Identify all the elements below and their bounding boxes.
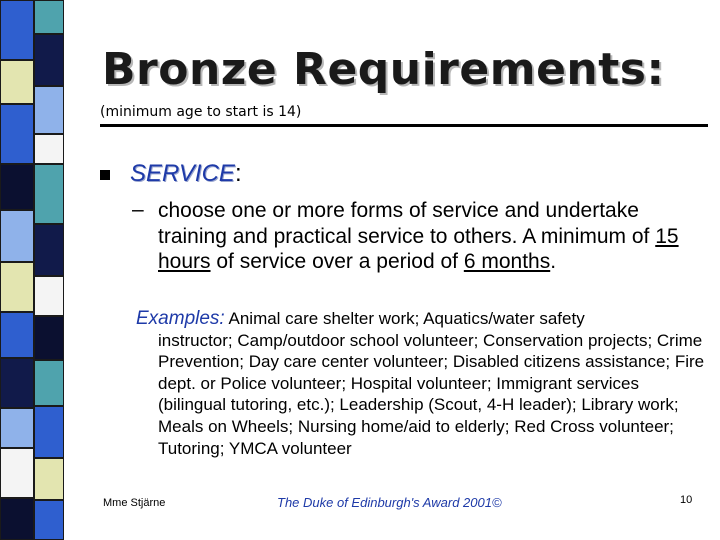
- strip-block: [0, 448, 34, 498]
- strip-block: [34, 406, 64, 458]
- strip-block: [0, 104, 34, 164]
- strip-block: [0, 498, 34, 540]
- strip-block: [34, 224, 64, 276]
- examples-first-line: [136, 309, 585, 328]
- para-end: .: [550, 250, 557, 273]
- service-heading: [130, 160, 242, 188]
- strip-block: [0, 312, 34, 358]
- strip-block: [0, 60, 34, 104]
- examples-list: instructor; Camp/outdoor school volunteer; Conservation projects; Crime Prevention; Day care center volunteer; Disabled citizens assistance; Fire dept. or Police volunteer; Hospital volunteer; Immigrant services (bilingual tutoring, etc.); Leadership (Scout, 4-H leader); Library work; Meals on Wheels; Nursing home/aid to elderly; Red Cross volunteer; Tutoring; YMCA volunteer: [158, 330, 705, 458]
- para-part1: choose one or more forms of service and undertake training and practical service to others. A minimum of: [158, 199, 656, 248]
- strip-block: [34, 134, 64, 164]
- service-colon: :: [234, 160, 242, 187]
- strip-block: [0, 164, 34, 210]
- strip-block: [34, 34, 64, 86]
- bullet-square-icon: [100, 170, 110, 180]
- service-label: SERVICE: [130, 160, 235, 187]
- footer-author: Mme Stjärne: [103, 497, 166, 509]
- page-number: 10: [680, 494, 693, 506]
- examples-label: Examples:: [136, 308, 225, 329]
- strip-block: [34, 86, 64, 134]
- examples-block: [136, 308, 706, 459]
- examples-first-text: Animal care shelter work; Aquatics/water safety: [228, 309, 585, 328]
- decorative-strip: [0, 0, 64, 540]
- slide-title: Bronze Requirements:: [102, 44, 665, 95]
- slide-subtitle: (minimum age to start is 14): [100, 104, 302, 120]
- strip-block: [0, 210, 34, 262]
- hours-value: 15 hours: [158, 224, 679, 273]
- strip-block: [34, 500, 64, 540]
- strip-block: [0, 262, 34, 312]
- strip-block: [0, 408, 34, 448]
- footer-award: The Duke of Edinburgh's Award 2001©: [277, 495, 502, 510]
- strip-block: [34, 0, 64, 34]
- service-description: [158, 198, 703, 275]
- para-part2: of service over a period of: [210, 250, 464, 273]
- strip-block: [34, 316, 64, 360]
- strip-block: [34, 360, 64, 406]
- strip-block: [34, 164, 64, 224]
- strip-block: [0, 358, 34, 408]
- strip-block: [34, 458, 64, 500]
- months-value: 6 months: [463, 250, 551, 273]
- dash-marker: –: [132, 198, 144, 221]
- strip-block: [0, 0, 34, 60]
- strip-block: [34, 276, 64, 316]
- title-divider: [100, 124, 708, 127]
